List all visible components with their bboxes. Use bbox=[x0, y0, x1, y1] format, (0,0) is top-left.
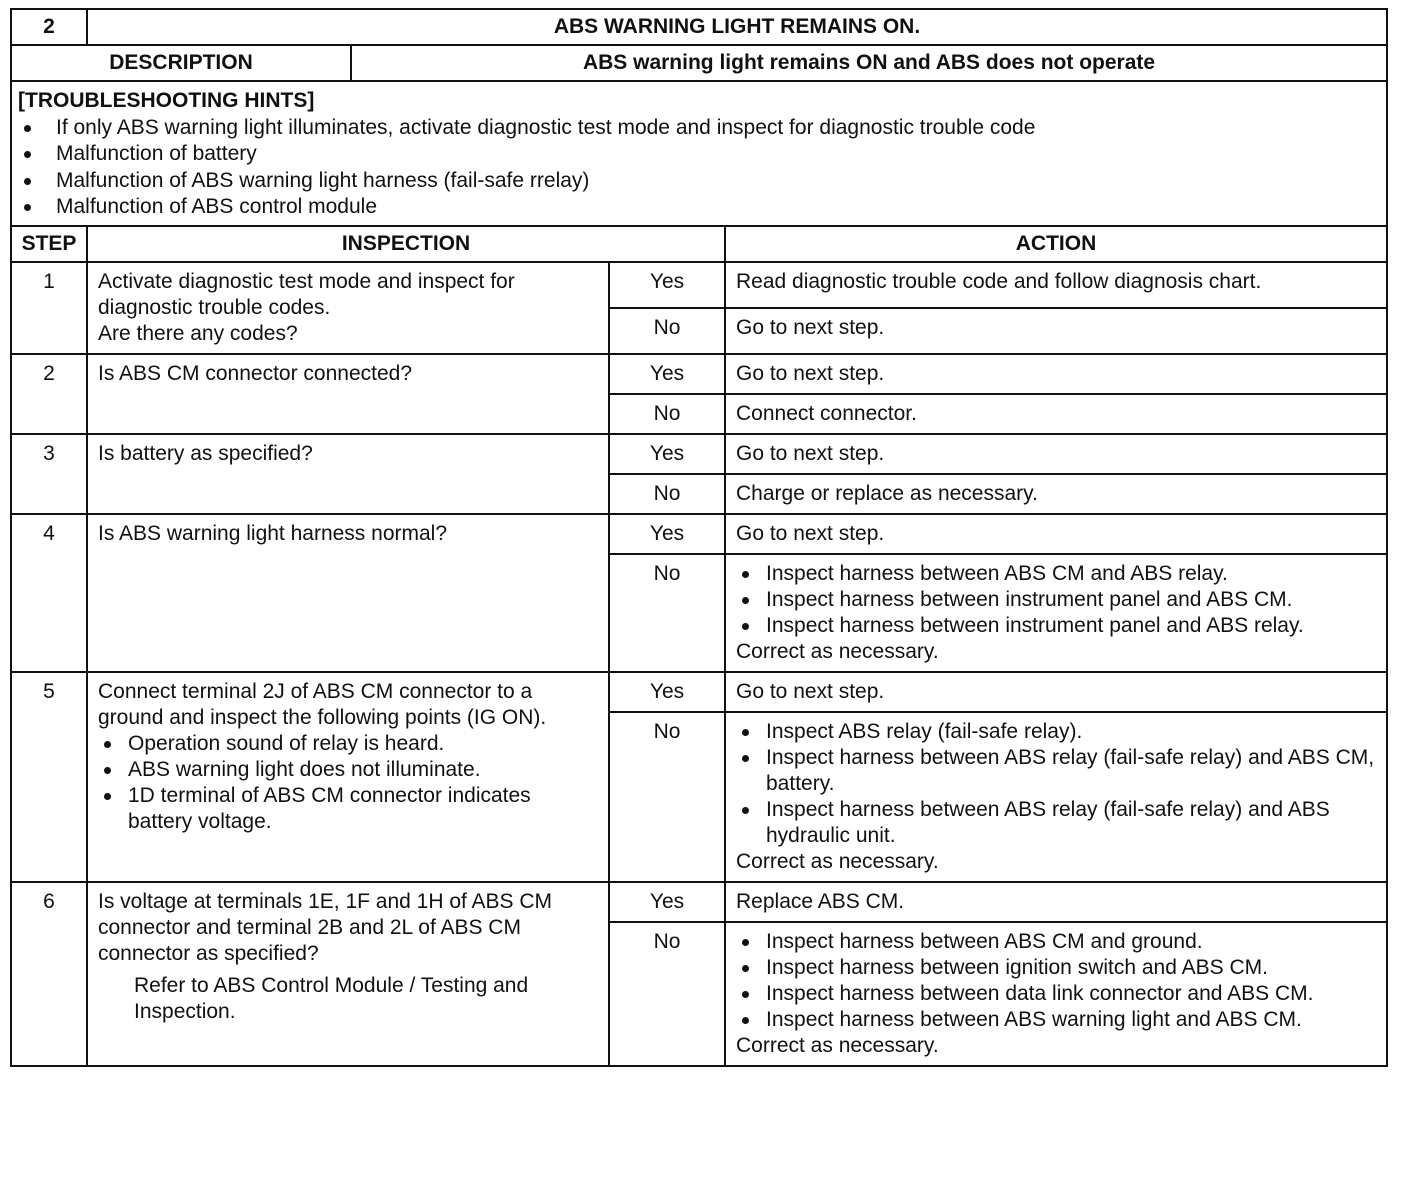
action-bullet: Inspect harness between ABS relay (fail-safe relay) and ABS CM, battery. bbox=[736, 745, 1378, 797]
step-inspection bbox=[87, 434, 609, 514]
no-label: No bbox=[609, 308, 725, 354]
step-inspection bbox=[87, 672, 609, 882]
procedure-title: ABS WARNING LIGHT REMAINS ON. bbox=[87, 9, 1387, 45]
inspection-text: Is voltage at terminals 1E, 1F and 1H of ABS CM connector and terminal 2B and 2L of ABS CM connector as specified? bbox=[98, 889, 553, 965]
no-action: Charge or replace as necessary. bbox=[725, 474, 1387, 514]
action-bullet-list bbox=[736, 719, 1378, 849]
procedure-number: 2 bbox=[11, 9, 87, 45]
step-number: 5 bbox=[11, 672, 87, 882]
action-bullet: Inspect harness between ABS CM and ground. bbox=[736, 929, 1378, 955]
yes-action: Go to next step. bbox=[725, 514, 1387, 554]
step-6-yes-row bbox=[11, 882, 1387, 922]
yes-action: Go to next step. bbox=[725, 434, 1387, 474]
hints-title: [TROUBLESHOOTING HINTS] bbox=[18, 89, 315, 112]
action-footer: Correct as necessary. bbox=[736, 1033, 939, 1057]
yes-label: Yes bbox=[609, 514, 725, 554]
step-number: 1 bbox=[11, 262, 87, 354]
no-label: No bbox=[609, 922, 725, 1066]
no-label: No bbox=[609, 474, 725, 514]
step-number: 3 bbox=[11, 434, 87, 514]
action-bullet: Inspect harness between ABS relay (fail-safe relay) and ABS hydraulic unit. bbox=[736, 797, 1378, 849]
step-column-header: STEP bbox=[11, 226, 87, 262]
action-bullet: Inspect ABS relay (fail-safe relay). bbox=[736, 719, 1378, 745]
step-5-yes-row bbox=[11, 672, 1387, 712]
inspection-reference: Refer to ABS Control Module / Testing and Inspection. bbox=[134, 973, 529, 1023]
column-header-row bbox=[11, 226, 1387, 262]
step-number: 4 bbox=[11, 514, 87, 672]
inspection-text: Activate diagnostic test mode and inspect for diagnostic trouble codes. bbox=[98, 269, 515, 319]
no-label: No bbox=[609, 394, 725, 434]
step-inspection bbox=[87, 262, 609, 354]
action-bullet-list bbox=[736, 561, 1378, 639]
action-bullet: Inspect harness between ABS warning light and ABS CM. bbox=[736, 1007, 1378, 1033]
step-number: 6 bbox=[11, 882, 87, 1066]
hint-item: Malfunction of battery bbox=[18, 141, 1380, 168]
inspection-bullet: 1D terminal of ABS CM connector indicates battery voltage. bbox=[98, 783, 600, 835]
yes-label: Yes bbox=[609, 262, 725, 308]
inspection-bullet-list bbox=[98, 731, 600, 835]
step-inspection bbox=[87, 514, 609, 672]
no-action bbox=[725, 922, 1387, 1066]
hint-item: Malfunction of ABS control module bbox=[18, 194, 1380, 221]
hint-item: If only ABS warning light illuminates, activate diagnostic test mode and inspect for diagnostic trouble code bbox=[18, 115, 1380, 142]
troubleshooting-page bbox=[10, 8, 1386, 1067]
step-inspection bbox=[87, 882, 609, 1066]
yes-action: Read diagnostic trouble code and follow diagnosis chart. bbox=[725, 262, 1387, 308]
yes-action: Go to next step. bbox=[725, 672, 1387, 712]
inspection-text: Is ABS warning light harness normal? bbox=[98, 521, 448, 545]
step-1-yes-row bbox=[11, 262, 1387, 308]
action-bullet: Inspect harness between ignition switch and ABS CM. bbox=[736, 955, 1378, 981]
step-number: 2 bbox=[11, 354, 87, 434]
inspection-text: Is battery as specified? bbox=[98, 441, 313, 465]
action-footer: Correct as necessary. bbox=[736, 639, 939, 663]
action-bullet-list bbox=[736, 929, 1378, 1033]
action-footer: Correct as necessary. bbox=[736, 849, 939, 873]
inspection-text: Is ABS CM connector connected? bbox=[98, 361, 413, 385]
inspection-bullet: ABS warning light does not illuminate. bbox=[98, 757, 600, 783]
action-bullet: Inspect harness between instrument panel and ABS relay. bbox=[736, 613, 1378, 639]
hints-list bbox=[18, 115, 1380, 221]
action-bullet: Inspect harness between instrument panel and ABS CM. bbox=[736, 587, 1378, 613]
description-label: DESCRIPTION bbox=[11, 45, 351, 81]
action-column-header: ACTION bbox=[725, 226, 1387, 262]
step-inspection bbox=[87, 354, 609, 434]
step-4-yes-row bbox=[11, 514, 1387, 554]
step-3-yes-row bbox=[11, 434, 1387, 474]
action-bullet: Inspect harness between data link connector and ABS CM. bbox=[736, 981, 1378, 1007]
inspection-bullet: Operation sound of relay is heard. bbox=[98, 731, 600, 757]
no-label: No bbox=[609, 712, 725, 882]
description-text: ABS warning light remains ON and ABS does not operate bbox=[351, 45, 1387, 81]
yes-action: Go to next step. bbox=[725, 354, 1387, 394]
no-label: No bbox=[609, 554, 725, 672]
step-2-yes-row bbox=[11, 354, 1387, 394]
yes-label: Yes bbox=[609, 354, 725, 394]
inspection-text: Are there any codes? bbox=[98, 321, 298, 345]
title-row bbox=[11, 9, 1387, 45]
yes-label: Yes bbox=[609, 882, 725, 922]
action-bullet: Inspect harness between ABS CM and ABS relay. bbox=[736, 561, 1378, 587]
troubleshooting-table bbox=[10, 8, 1388, 1067]
hints-row bbox=[11, 81, 1387, 226]
yes-label: Yes bbox=[609, 672, 725, 712]
troubleshooting-hints bbox=[11, 81, 1387, 226]
no-action: Go to next step. bbox=[725, 308, 1387, 354]
yes-action: Replace ABS CM. bbox=[725, 882, 1387, 922]
no-action bbox=[725, 554, 1387, 672]
yes-label: Yes bbox=[609, 434, 725, 474]
no-action bbox=[725, 712, 1387, 882]
inspection-column-header: INSPECTION bbox=[87, 226, 725, 262]
inspection-text: Connect terminal 2J of ABS CM connector to a ground and inspect the following points (IG ON). bbox=[98, 679, 547, 729]
description-row bbox=[11, 45, 1387, 81]
hint-item: Malfunction of ABS warning light harness (fail-safe rrelay) bbox=[18, 168, 1380, 195]
no-action: Connect connector. bbox=[725, 394, 1387, 434]
